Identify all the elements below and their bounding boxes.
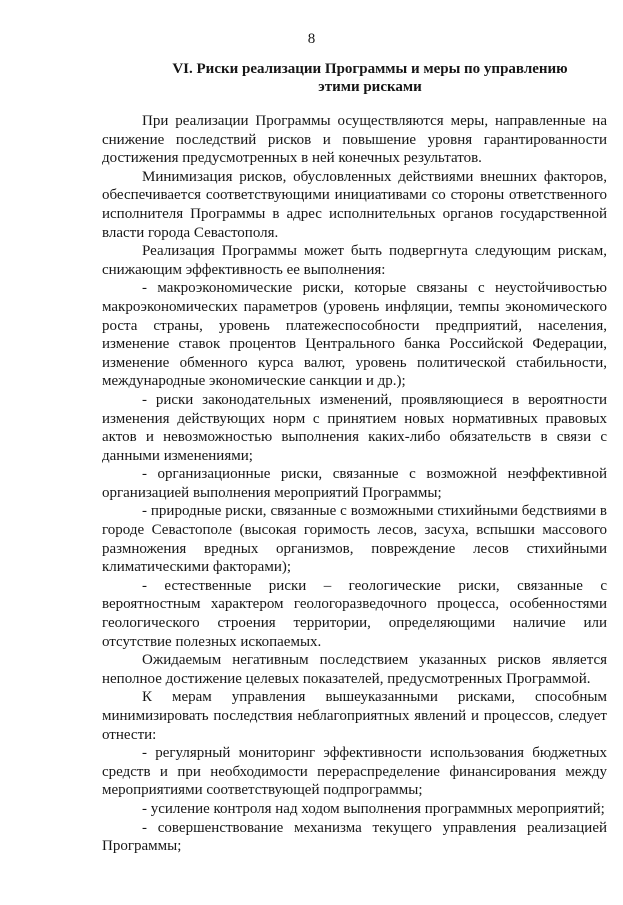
paragraph-line: отсутствие полезных ископаемых. (102, 633, 322, 650)
paragraph-line: изменения действующих норм с принятием новых нормативных правовых (102, 410, 607, 427)
paragraph-line: обеспечивается соответствующими инициативами со стороны ответственного (102, 187, 607, 204)
paragraph (102, 391, 607, 465)
paragraph-line: отнести: (102, 726, 157, 743)
paragraph-line: макроэкономических параметров (уровень инфляции, темпы экономического (102, 298, 607, 315)
paragraph-line: минимизировать последствия неблагоприятных явлений и процессов, следует (102, 708, 607, 724)
paragraph-line: мероприятиями соответствующей подпрограммы; (102, 782, 423, 799)
paragraph (102, 651, 607, 688)
paragraph-line: размножения вредных организмов, повреждение лесов стихийными (102, 540, 607, 557)
paragraph-line: неполное достижение целевых показателей, предусмотренных Программой. (102, 670, 591, 687)
paragraph (102, 502, 607, 576)
section-heading-line: этими рисками (318, 79, 422, 95)
paragraph (102, 112, 607, 168)
paragraph (102, 465, 607, 502)
paragraph (102, 819, 607, 856)
paragraph (102, 688, 607, 744)
paragraph (102, 577, 607, 651)
paragraph-line: - усиление контроля над ходом выполнения программных мероприятий; (142, 800, 605, 817)
paragraph-line: снижающим эффективность ее выполнения: (102, 261, 386, 278)
paragraph (102, 242, 607, 279)
paragraph-line: изменение ставок процентов Центрального банка Российской Федерации, (102, 336, 607, 353)
paragraph-line: Реализация Программы может быть подвергнута следующим рискам, (142, 243, 607, 260)
paragraph-line: - природные риски, связанные с возможными стихийными бедствиями в (142, 503, 607, 520)
paragraph (102, 800, 607, 819)
paragraph-line: средств и при необходимости перераспределение финансирования между (102, 763, 607, 780)
paragraph-line: актов и невозможностью выполнения каких-либо обязательств в связи с (102, 429, 607, 446)
paragraph-line: климатическими факторами); (102, 559, 292, 576)
paragraph-line: данными изменениями; (102, 447, 253, 464)
paragraph-line: Минимизация рисков, обусловленных действиями внешних факторов, (142, 168, 607, 185)
section-heading (160, 60, 580, 96)
paragraph-line: - риски законодательных изменений, проявляющиеся в вероятности (142, 391, 607, 408)
paragraph-line: - естественные риски – геологические риски, связанные с (142, 577, 607, 594)
paragraph-line: снижение последствий рисков и повышение уровня гарантированности (102, 131, 607, 148)
page-number: 8 (307, 31, 316, 47)
paragraph-line: При реализации Программы осуществляются меры, направленные на (142, 113, 607, 129)
paragraph-line: Программы; (102, 838, 182, 855)
paragraph-line: К мерам управления вышеуказанными рисками, способным (142, 689, 607, 706)
paragraph-line: международные экономические санкции и др.); (102, 373, 406, 390)
paragraph-line: - регулярный мониторинг эффективности использования бюджетных (142, 745, 607, 762)
paragraph-line: геологического строения территории, определяющими наличие или (102, 615, 607, 632)
paragraph (102, 744, 607, 800)
paragraph-line: власти города Севастополя. (102, 224, 279, 241)
section-heading-line: VI. Риски реализации Программы и меры по управлению (172, 61, 568, 77)
paragraph (102, 168, 607, 242)
paragraph (102, 279, 607, 391)
paragraph-line: организацией выполнения мероприятий Программы; (102, 484, 442, 501)
document-body (102, 112, 607, 856)
paragraph-line: - макроэкономические риски, которые связаны с неустойчивостью (142, 280, 607, 297)
paragraph-line: - совершенствование механизма текущего управления реализацией (142, 819, 607, 836)
paragraph-line: вероятностным характером геологоразведочного процесса, особенностями (102, 596, 607, 613)
paragraph-line: роста страны, уровень платежеспособности предприятий, населения, (102, 317, 607, 334)
paragraph-line: достижения предусмотренных в ней конечных результатов. (102, 150, 482, 167)
paragraph-line: изменение обменного курса валют, уровень политической стабильности, (102, 354, 607, 371)
paragraph-line: - организационные риски, связанные с возможной неэффективной (142, 466, 607, 483)
paragraph-line: исполнителя Программы в адрес исполнительных органов государственной (102, 205, 607, 222)
paragraph-line: Ожидаемым негативным последствием указанных рисков является (142, 652, 607, 669)
paragraph-line: городе Севастополе (высокая горимость лесов, засуха, вспышки массового (102, 522, 607, 539)
